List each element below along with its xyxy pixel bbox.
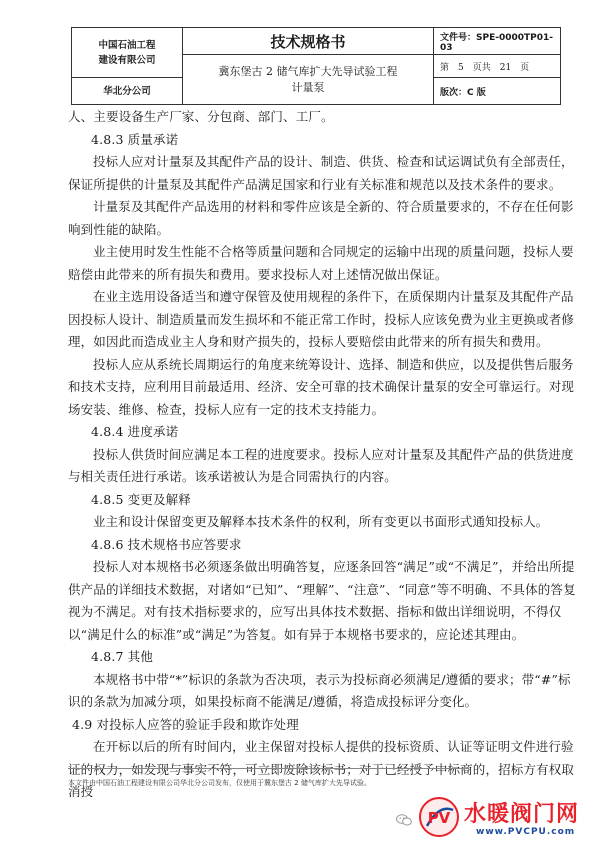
company-name-line1: 中国石油工程 (98, 39, 156, 51)
equipment-name: 计量泵 (291, 80, 325, 94)
document-header-table (71, 27, 561, 105)
company-name-line2: 建设有限公司 (98, 54, 156, 66)
section-heading-4-8-3: 4.8.3 质量承诺 (91, 131, 179, 147)
watermark-logo-icon (418, 796, 460, 838)
body-paragraph: 本规格书中带“*”标识的条款为否决项，表示为投标商必须满足/遵循的要求；带“#”标识的条款为加减分项，如果投标商不能满足/遵循，将造成投标评分变化。 (68, 671, 571, 709)
document-type: 技术规格书 (183, 28, 434, 55)
revision: 版次：C 版 (434, 78, 561, 105)
section-heading-4-9: 4.9 对投标人应答的验证手段和欺诈处理 (72, 716, 299, 732)
watermark-site-url: www.PVCPU.com (476, 827, 576, 837)
footer-note: 本文件由中国石油工程建设有限公司华北分公司发布，仅使用于冀东堡古 2 储气库扩大先导试验。 (68, 779, 371, 787)
body-paragraph: 投标人供货时间应满足本工程的进度要求。投标人应对计量泵及其配件产品的供货进度与相关责任进行承诺。该承诺被认为是合同需执行的内容。 (68, 446, 574, 484)
body-paragraph: 人、主要设备生产厂家、分包商、部门、工厂。 (68, 109, 334, 124)
body-paragraph: 业主使用时发生性能不合格等质量问题和合同规定的运输中出现的质量问题，投标人要赔偿由此带来的所有损失和费用。要求投标人对上述情况做出保证。 (68, 244, 574, 282)
body-paragraph: 在开标以后的所有时间内，业主保留对投标人提供的投标资质、认证等证明文件进行验证的权力，如发现与事实不符，可立即废除该标书；对于已经授予中标商的，招标方有权取消授 (68, 739, 575, 799)
body-paragraph: 在业主选用设备适当和遵守保管及使用规程的条件下，在质保期内计量泵及其配件产品因投标人设计、制造质量而发生损坏和不能正常工作时，投标人应该免费为业主更换或者修理，如因此而造成业主人身和财产损失的，投标人要赔偿由此带来的所有损失和费用。 (68, 289, 575, 349)
body-paragraph: 计量泵及其配件产品选用的材料和零件应该是全新的、符合质量要求的，不存在任何影响到性能的缺陷。 (68, 199, 574, 237)
section-heading-4-8-6: 4.8.6 技术规格书应答要求 (91, 536, 242, 552)
body-paragraph: 投标人应从系统长周期运行的角度来统筹设计、选择、制造和供应，以及提供售后服务和技术支持，应利用目前最适用、经济、安全可靠的技术确保计量泵的安全可靠运行。对现场安装、维修、检查，投标人应有一定的技术支持能力。 (68, 356, 575, 417)
section-heading-4-8-5: 4.8.5 变更及解释 (91, 491, 191, 507)
project-title-cell (183, 55, 434, 105)
body-paragraph: 投标人对本规格书必须逐条做出明确答复，应逐条回答“满足”或“不满足”，并给出所提供产品的详细技术数据，对诸如“已知”、“理解”、“注意”、“同意”等不明确、不具体的答复视为不满足。对有技术指标要求的，应写出具体技术数据、指标和做出详细说明，不得仅以“满足什么的标准”或“满足”为答复。如有异于本规格书要求的，应论述其理由。 (68, 559, 576, 642)
svg-text:PV: PV (427, 809, 451, 827)
document-body (68, 106, 580, 804)
watermark-site-name: 水暖阀门网 (464, 802, 580, 827)
branch-name: 华北分公司 (72, 78, 183, 105)
footer-rule (68, 768, 468, 769)
company-cell (72, 28, 183, 78)
section-heading-4-8-7: 4.8.7 其他 (91, 649, 153, 664)
page-number: 第 5 页共 21 页 (434, 55, 561, 78)
document-number: 文件号：SPE-0000TP01-03 (434, 28, 561, 55)
body-paragraph: 业主和设计保留变更及解释本技术条件的权利，所有变更以书面形式通知投标人。 (93, 514, 549, 529)
wechat-icon (396, 814, 412, 826)
project-name: 冀东堡古 2 储气库扩大先导试验工程 (218, 64, 398, 78)
section-heading-4-8-4: 4.8.4 进度承诺 (91, 424, 179, 439)
body-paragraph: 投标人应对计量泵及其配件产品的设计、制造、供货、检查和试运调试负有全部责任，保证所提供的计量泵及其配件产品满足国家和行业有关标准和规范以及技术条件的要求。 (68, 154, 574, 192)
